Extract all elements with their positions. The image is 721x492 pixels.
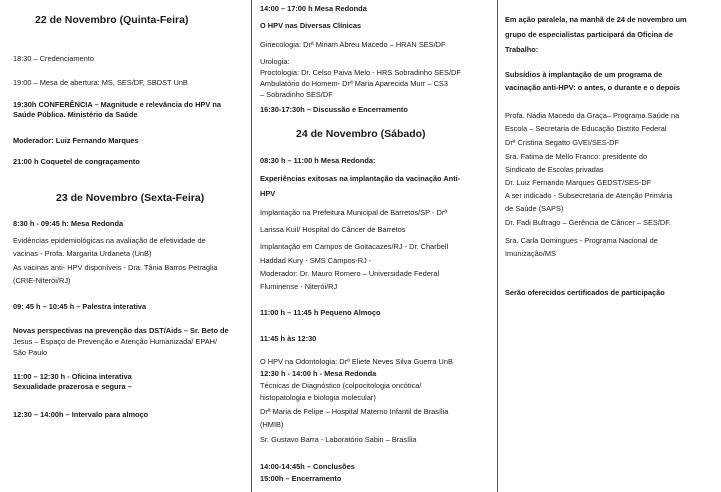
item-mesa-1230: 12:30 h - 14:00 h - Mesa Redonda [260, 369, 377, 378]
participante-line6: Dr. Luiz Fernando Marques GEDST/SES-DF [505, 178, 652, 187]
item-odontologia: O HPV na Odontologia: Drª Eliete Neves Silva Guerra UnB [260, 357, 453, 366]
oficina-intro-line3: Trabalho: [505, 45, 539, 54]
participante-line11: Imunização/MS [505, 249, 556, 258]
item-vacinas-line1: As vacinas anti- HPV disponíveis - Dra. Tânia Barros Petraglia [13, 263, 218, 272]
item-novas-line1: Novas perspectivas na prevenção das DST/Aids – Sr. Beto de [13, 326, 229, 335]
item-mesa-redonda: 8:30 h - 09:45 h: Mesa Redonda [13, 219, 124, 228]
item-proctologia-line1: Proctologia: Dr. Celso Paiva Melo - HRS Sobradinho SES/DF [260, 68, 461, 77]
participante-line5: Sindicato de Escolas privadas [505, 165, 604, 174]
item-tecnicas-line1: Técnicas de Diagnóstico (colpocitologia oncótica/ [260, 381, 422, 390]
item-goitacazes-line2: Haddad Kury - SMS Campos-RJ - [260, 256, 372, 265]
participante-line3: Drª Cristina Segatto GVEI/SES-DF [505, 138, 620, 147]
item-evidencias-line2: vacinas - Profa. Margarita Urdaneta (UnB) [13, 249, 152, 258]
participante-line8: de Saúde (SAPS) [505, 204, 564, 213]
item-moderador-sab-line1: Moderador: Dr. Mauro Romero – Universidade Federal [260, 269, 440, 278]
item-moderador-sab-line2: Fluminense - Niterói/RJ [260, 282, 338, 291]
participante-line2: Escola – Secretaria de Educação Distrito Federal [505, 124, 667, 133]
item-tecnicas-line2: histopatologia e biologia molecular) [260, 393, 376, 402]
item-conferencia-line2: Saúde Pública. Ministério da Saúde [13, 110, 138, 119]
oficina-subsidios-line2: vacinação anti-HPV: o antes, o durante e o depois [505, 83, 680, 92]
item-mesa-14h: 14:00 – 17:00 h Mesa Redonda [260, 4, 367, 13]
column-day-22-23 [0, 0, 252, 492]
item-vacinas-line2: (CRIE-Niterói/RJ) [13, 276, 71, 285]
item-oficina-line1: 11:00 – 12:30 h - Oficina interativa [13, 372, 132, 381]
item-mesa-sabado: 08:30 h – 11:00 h Mesa Redonda: [260, 156, 376, 165]
oficina-subsidios-line1: Subsídios à implantação de um programa de [505, 70, 663, 79]
column-oficina [498, 0, 721, 492]
item-barretos-line1: Implantação na Prefeitura Municipal de Barretos/SP - Drª [260, 208, 448, 217]
item-horario-1145: 11:45 h às 12:30 [260, 334, 317, 343]
oficina-intro-line1: Em ação paralela, na manhã de 24 de novembro um [505, 15, 687, 24]
item-conclusoes: 14:00-14:45h – Conclusões [260, 462, 355, 471]
participante-line7: A ser indicado - Subsecretaria de Atenção Primária [505, 191, 673, 200]
day-23-title: 23 de Novembro (Sexta-Feira) [56, 192, 205, 204]
item-felipe-line1: Drª Maria de Felipe – Hospital Materno Infantil de Brasília [260, 407, 449, 416]
item-barra: Sr. Gustavo Barra - Laboratório Sabin – Brasília [260, 435, 417, 444]
item-encerramento: 15:00h – Encerramento [260, 474, 342, 483]
item-oficina-line2: Sexualidade prazerosa e segura – [13, 382, 132, 391]
item-experiencias-line2: HPV [260, 189, 276, 198]
item-experiencias-line1: Experiências exitosas na implantação da vacinação Anti- [260, 174, 461, 183]
item-ginecologia: Ginecologia: Drª Miriam Abreu Macedo – HRAN SES/DF [260, 40, 446, 49]
item-barretos-line2: Larissa Kuil/ Hospital do Câncer de Barretos [260, 225, 406, 234]
item-evidencias-line1: Evidências epidemiológicas na avaliação de efetividade de [13, 236, 206, 245]
item-proctologia-line3: – Sobradinho SES/DF [260, 90, 333, 99]
day-24-title: 24 de Novembro (Sábado) [296, 128, 426, 140]
participante-line9: Dr. Fadi Bultrago – Gerência de Câncer – SES/DF. [505, 218, 671, 227]
item-novas-line2: Jesus – Espaço de Prevenção e Atenção Humanizada/ EPAH/ [13, 337, 218, 346]
participante-line10: Sra. Carla Domingues - Programa Nacional de [505, 236, 658, 245]
item-goitacazes-line1: Implantação em Campos de Goitacazes/RJ - Dr. Charbell [260, 242, 449, 251]
item-almoco: 12:30 – 14:00h – Intervalo para almoço [13, 410, 149, 419]
day-22-title: 22 de Novembro (Quinta-Feira) [35, 14, 189, 26]
participante-line4: Sra. Fatima de Mello Franco: presidente do [505, 152, 648, 161]
item-coquetel: 21:00 h Coquetel de congraçamento [13, 157, 140, 166]
certificados-note: Serão oferecidos certificados de participação [505, 288, 665, 297]
item-urologia: Urologia: [260, 57, 290, 66]
item-discussao: 16:30-17:30h – Discussão e Encerramento [260, 105, 408, 114]
item-conferencia-line1: 19:30h CONFERÊNCIA – Magnitude e relevância do HPV na [13, 100, 221, 109]
item-credenciamento: 18:30 – Credenciamento [13, 54, 94, 63]
column-day-23-24 [252, 0, 498, 492]
item-pequeno-almoco: 11:00 h – 11:45 h Pequeno Almoço [260, 308, 381, 317]
item-proctologia-line2: Ambulatório do Homem- Drª Maria Aparecida Murr – CS3 [260, 79, 448, 88]
item-palestra: 09: 45 h – 10:45 h – Palestra interativa [13, 302, 147, 311]
item-moderador: Moderador: Luiz Fernando Marques [13, 136, 139, 145]
item-hpv-clinicas: O HPV nas Diversas Clínicas [260, 21, 362, 30]
item-novas-line3: São Paulo [13, 348, 48, 357]
item-abertura: 19:00 – Mesa de abertura: MS, SES/DF, SBDST UnB [13, 78, 188, 87]
participante-line1: Profa. Nádia Macedo da Graça– Programa Saúde na [505, 111, 680, 120]
item-felipe-line2: (HMIB) [260, 420, 284, 429]
oficina-intro-line2: grupo de especialistas participará da Oficina de [505, 30, 673, 39]
